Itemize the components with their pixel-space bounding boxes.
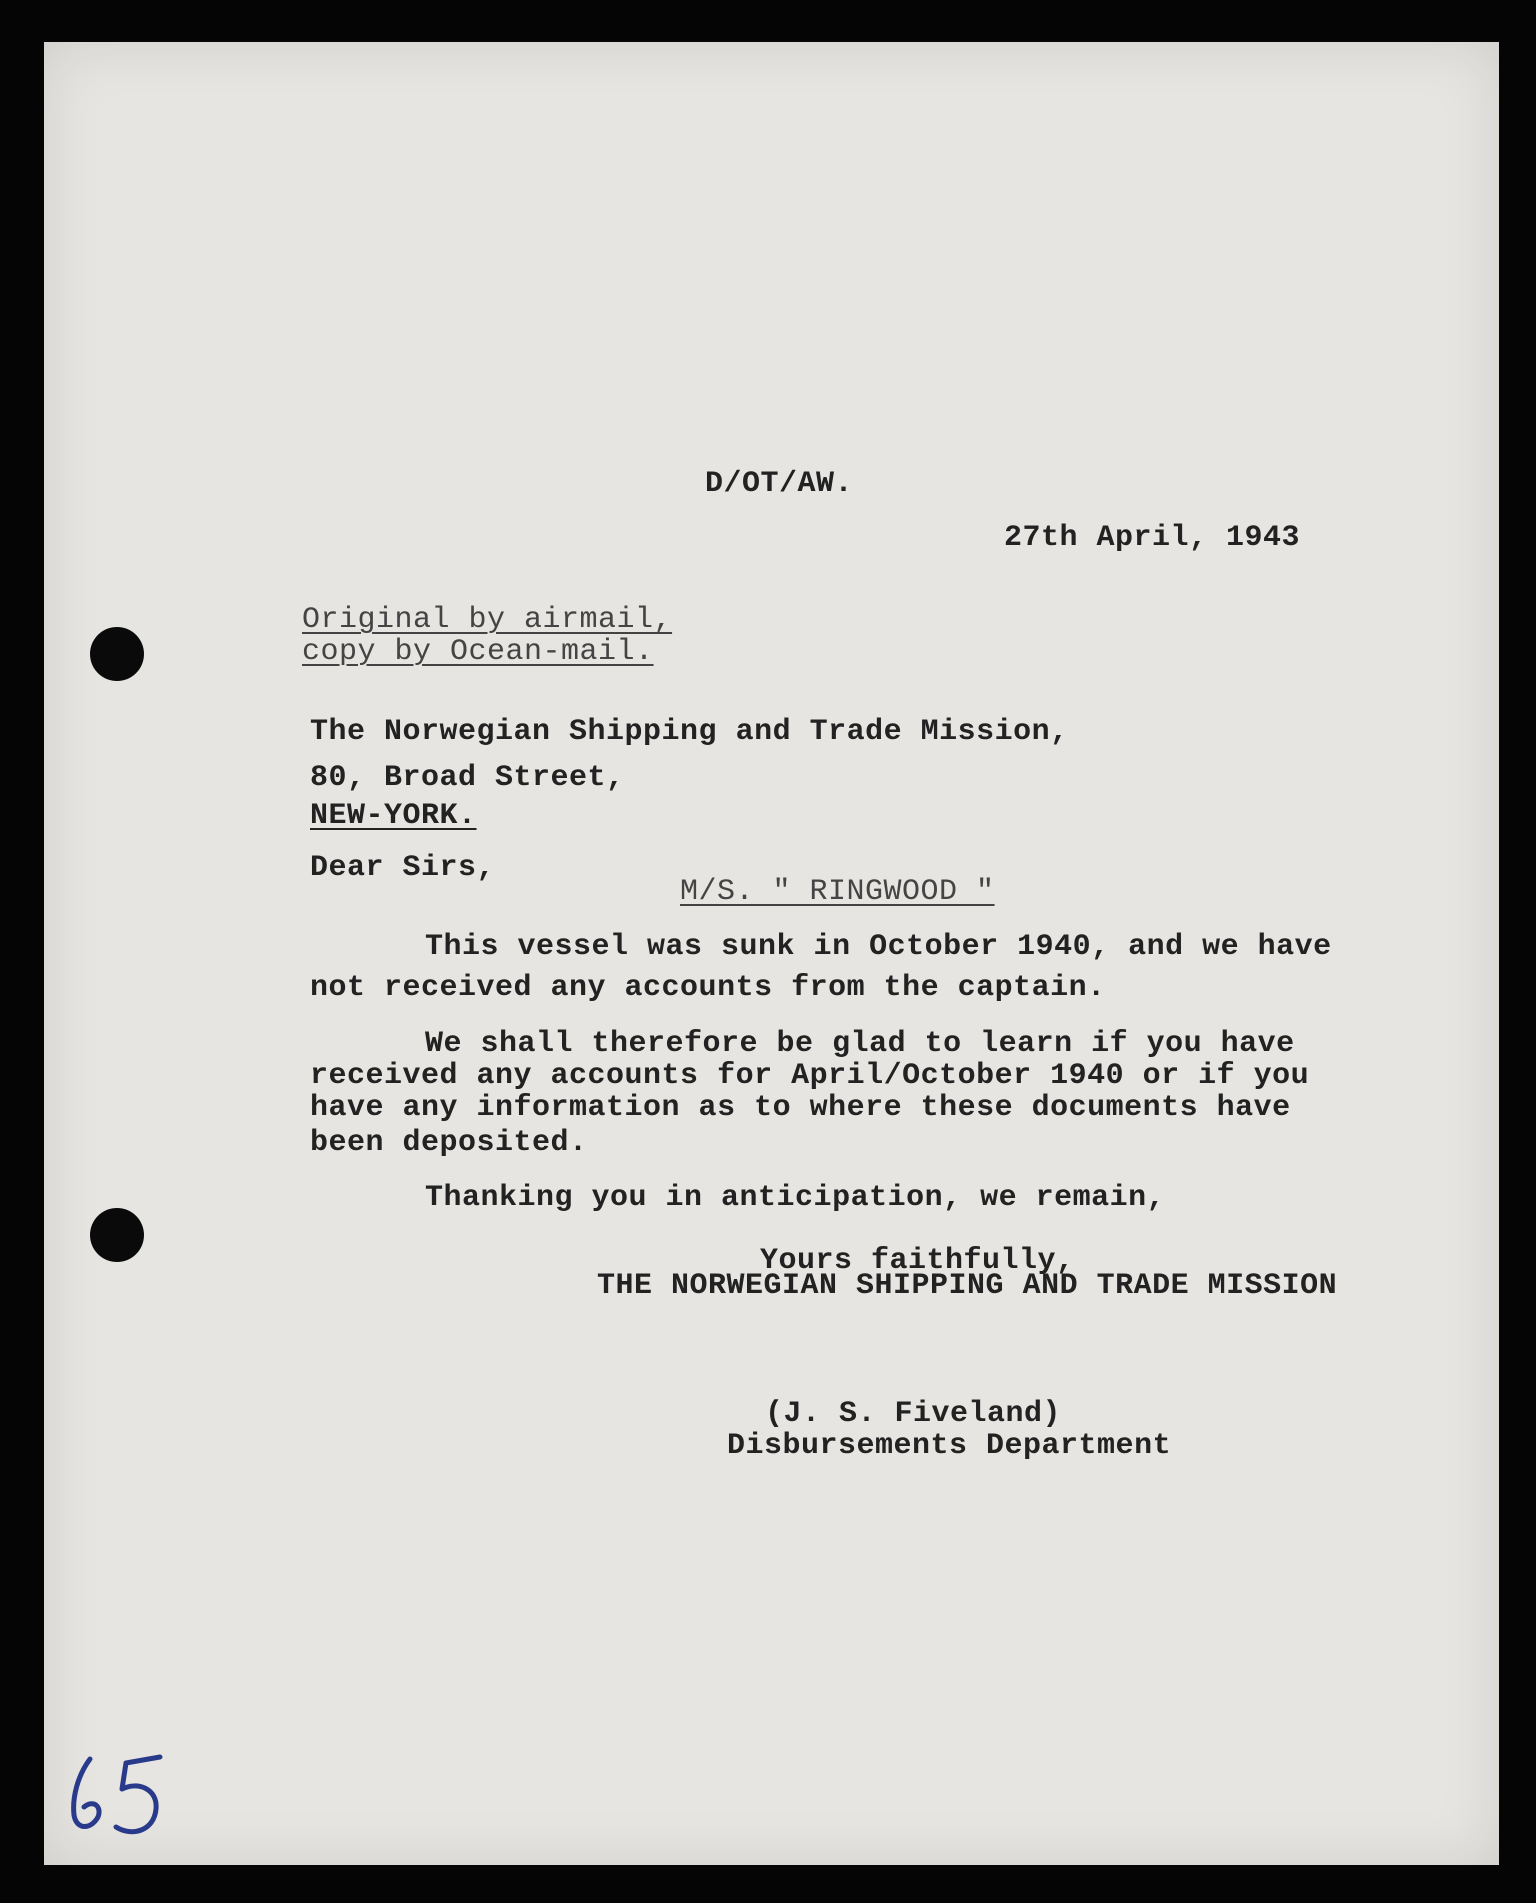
handwritten-page-mark — [60, 1745, 170, 1845]
punch-hole-icon — [90, 627, 144, 681]
signatory-name: (J. S. Fiveland) — [765, 1397, 1062, 1431]
delivery-note-line1: Original by airmail, — [302, 603, 673, 637]
body-para1-line2: not received any accounts from the captain. — [310, 971, 1106, 1005]
body-para1-line1: This vessel was sunk in October 1940, and we have — [425, 930, 1332, 964]
salutation: Dear Sirs, — [310, 851, 496, 885]
valediction: Yours faithfully, — [760, 1244, 1075, 1278]
reference-code: D/OT/AW. — [705, 467, 854, 501]
body-para2-line3: have any information as to where these documents have — [310, 1091, 1291, 1125]
sender-organization: THE NORWEGIAN SHIPPING AND TRADE MISSION — [597, 1269, 1338, 1303]
delivery-note-line2: copy by Ocean-mail. — [302, 635, 654, 669]
signatory-department: Disbursements Department — [727, 1429, 1172, 1463]
punch-hole-icon — [90, 1208, 144, 1262]
subject-line: M/S. " RINGWOOD " — [680, 875, 995, 909]
recipient-line2: 80, Broad Street, — [310, 761, 625, 795]
body-para2-line4: been deposited. — [310, 1126, 588, 1160]
recipient-line3: NEW-YORK. — [310, 799, 477, 833]
letter-date: 27th April, 1943 — [1004, 521, 1301, 555]
recipient-line1: The Norwegian Shipping and Trade Mission, — [310, 715, 1069, 749]
body-para2-line2: received any accounts for April/October 1940 or if you — [310, 1059, 1310, 1093]
body-para2-line1: We shall therefore be glad to learn if you have — [425, 1027, 1295, 1061]
body-para3: Thanking you in anticipation, we remain, — [425, 1181, 1166, 1215]
